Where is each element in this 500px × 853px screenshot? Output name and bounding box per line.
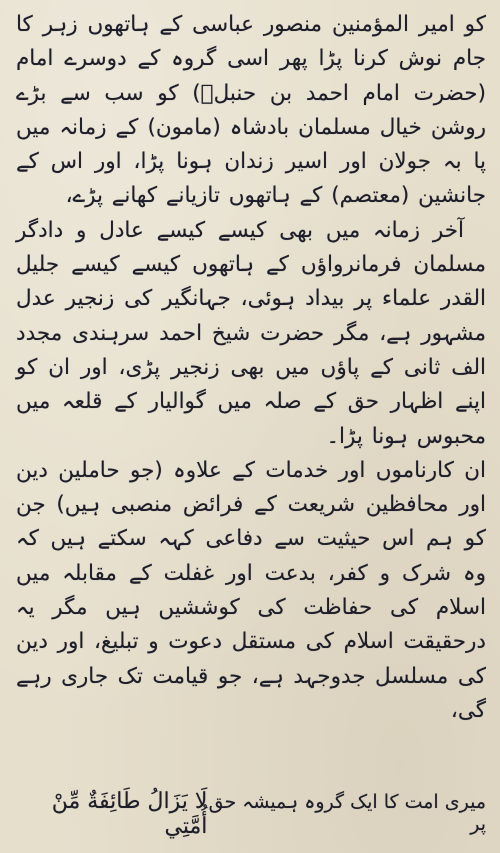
footer-urdu-translation: میری امت کا ایک گروہ ہمیشہ حق پر [208, 791, 486, 835]
paragraph-1: کو امیر المؤمنین منصور عباسی کے ہاتھوں زہر کا جام نوش کرنا پڑا پھر اسی گروہ کے دوسرے امام (حضرت امام احمد بن حنبلؒ) کو سب سے بڑے روشن خیال مسلمان بادشاہ (مامون) کے زمانہ میں پا بہ جولان اور اسیر زندان ہونا پڑا، اور اس کے جانشین (معتصم) کے ہاتھوں تازیانے کھانے پڑے، [16, 12, 486, 209]
footer-arabic-hadith: لَا يَزَالُ طَائِفَةٌ مِّنْ أُمَّتِي [51, 789, 208, 839]
paragraph-2: آخر زمانہ میں بھی کیسے کیسے عادل و دادگر مسلمان فرمانرواؤں کے ہاتھوں کیسے کیسے جلیل القدر علماء پر بیداد ہوئی، جہانگیر کی زنجیر عدل مشہور ہے، مگر حضرت شیخ احمد سرہندی مجدد الف ثانی کے پاؤں میں بھی زنجیر پڑی، اور ان کو اپنے اظہار حق کے صلہ میں گوالیار کے قلعہ میں محبوس ہونا پڑا۔ [16, 217, 486, 449]
urdu-text-body [16, 8, 486, 728]
paragraph-3: ان کارناموں اور خدمات کے علاوہ (جو حاملین دین اور محافظین شریعت کے فرائض منصبی ہیں) جن کو ہم اس حیثیت سے دفاعی کہہ سکتے ہیں کہ وہ شرک و کفر، بدعت اور غفلت کے مقابلہ میں اسلام کی حفاظت کی کوششیں ہیں مگر یہ درحقیقت اسلام کی مستقل دعوت و تبلیغ، اور دین کی مسلسل جدوجہد ہے، جو قیامت تک جاری رہے گی، [16, 457, 486, 723]
footer-quote-line [16, 789, 486, 839]
